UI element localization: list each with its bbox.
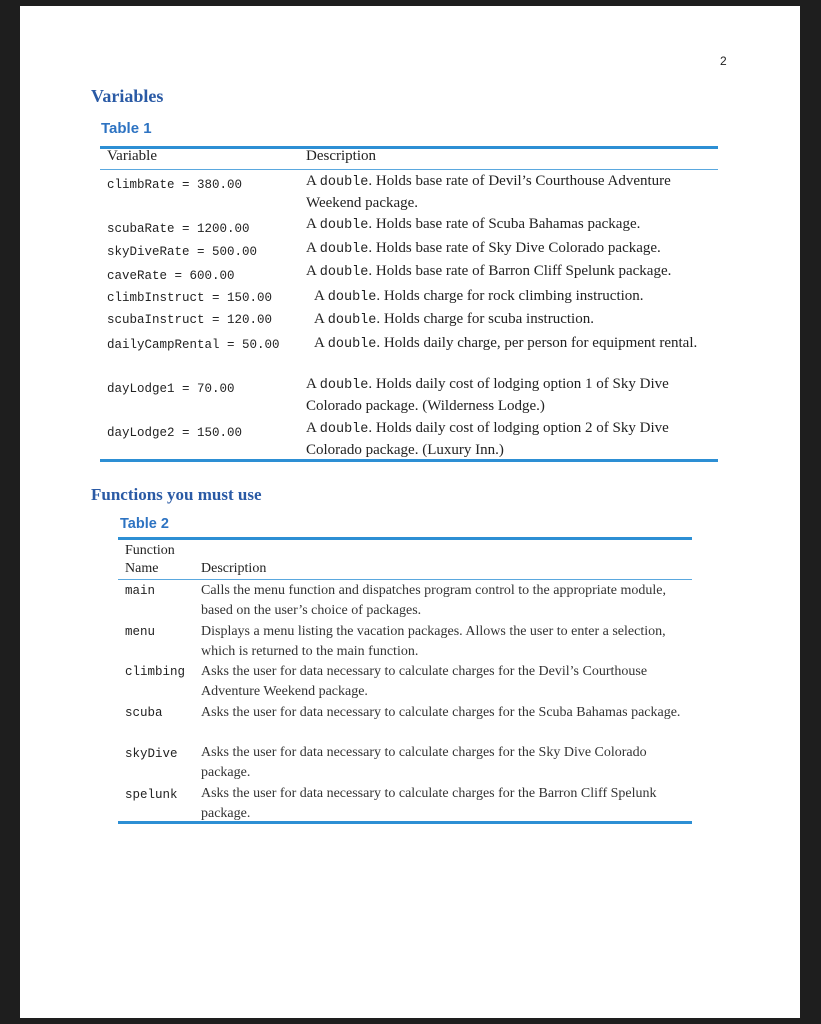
variable-description: A double. Holds base rate of Devil’s Courthouse Adventure Weekend package.: [306, 173, 671, 211]
variable-description: A double. Holds daily cost of lodging option 1 of Sky Dive Colorado package. (Wilderness Lodge.): [306, 376, 669, 414]
variable-name: scubaRate = 1200.00: [107, 222, 250, 236]
variable-description: A double. Holds base rate of Barron Cliff Spelunk package.: [306, 263, 672, 280]
table2-header-function: Function Name: [125, 543, 175, 576]
table2-top-rule: [118, 537, 692, 540]
variable-name: climbRate = 380.00: [107, 178, 243, 192]
function-name: skyDive: [125, 747, 178, 761]
variable-description: A double. Holds charge for rock climbing instruction.: [314, 288, 644, 305]
variable-name: caveRate = 600.00: [107, 269, 235, 283]
variable-description: A double. Holds daily cost of lodging option 2 of Sky Dive Colorado package. (Luxury Inn.): [306, 420, 669, 458]
functions-heading: Functions you must use: [91, 485, 262, 504]
variable-name: scubaInstruct = 120.00: [107, 313, 273, 327]
variable-name: dayLodge2 = 150.00: [107, 426, 243, 440]
variable-name: dayLodge1 = 70.00: [107, 382, 235, 396]
function-description: Asks the user for data necessary to calculate charges for the Scuba Bahamas package.: [201, 705, 681, 720]
table2-bottom-rule: [118, 821, 692, 824]
variable-description: A double. Holds daily charge, per person for equipment rental.: [314, 335, 698, 352]
variables-heading: Variables: [91, 86, 164, 106]
table1-header-rule: [100, 169, 718, 170]
document-page: [20, 6, 800, 1018]
function-name: main: [125, 584, 156, 598]
function-description: Asks the user for data necessary to calculate charges for the Sky Dive Colorado package.: [201, 745, 647, 780]
table1-header-variable: Variable: [107, 148, 157, 164]
function-name: climbing: [125, 665, 186, 679]
variable-name: skyDiveRate = 500.00: [107, 245, 258, 259]
function-name: spelunk: [125, 788, 178, 802]
table2-header-description: Description: [201, 561, 267, 576]
function-description: Displays a menu listing the vacation packages. Allows the user to enter a selection, which is returned to the main function.: [201, 624, 666, 659]
function-name: menu: [125, 625, 156, 639]
table2-header-rule: [118, 579, 692, 580]
table1-top-rule: [100, 146, 718, 149]
function-description: Asks the user for data necessary to calculate charges for the Barron Cliff Spelunk package.: [201, 786, 657, 821]
function-description: Asks the user for data necessary to calculate charges for the Devil’s Courthouse Adventure Weekend package.: [201, 664, 648, 699]
table1-bottom-rule: [100, 459, 718, 462]
variable-description: A double. Holds base rate of Scuba Bahamas package.: [306, 216, 641, 233]
table2-title: Table 2: [120, 516, 169, 532]
variable-name: climbInstruct = 150.00: [107, 291, 273, 305]
function-description: Calls the menu function and dispatches program control to the appropriate module, based on the user’s choice of packages.: [201, 583, 666, 618]
variable-description: A double. Holds base rate of Sky Dive Colorado package.: [306, 240, 661, 257]
table1-title: Table 1: [101, 120, 152, 137]
variable-description: A double. Holds charge for scuba instruction.: [314, 311, 594, 328]
table1-header-description: Description: [306, 148, 376, 164]
variable-name: dailyCampRental = 50.00: [107, 338, 280, 352]
page-number: 2: [720, 54, 727, 68]
function-name: scuba: [125, 706, 163, 720]
